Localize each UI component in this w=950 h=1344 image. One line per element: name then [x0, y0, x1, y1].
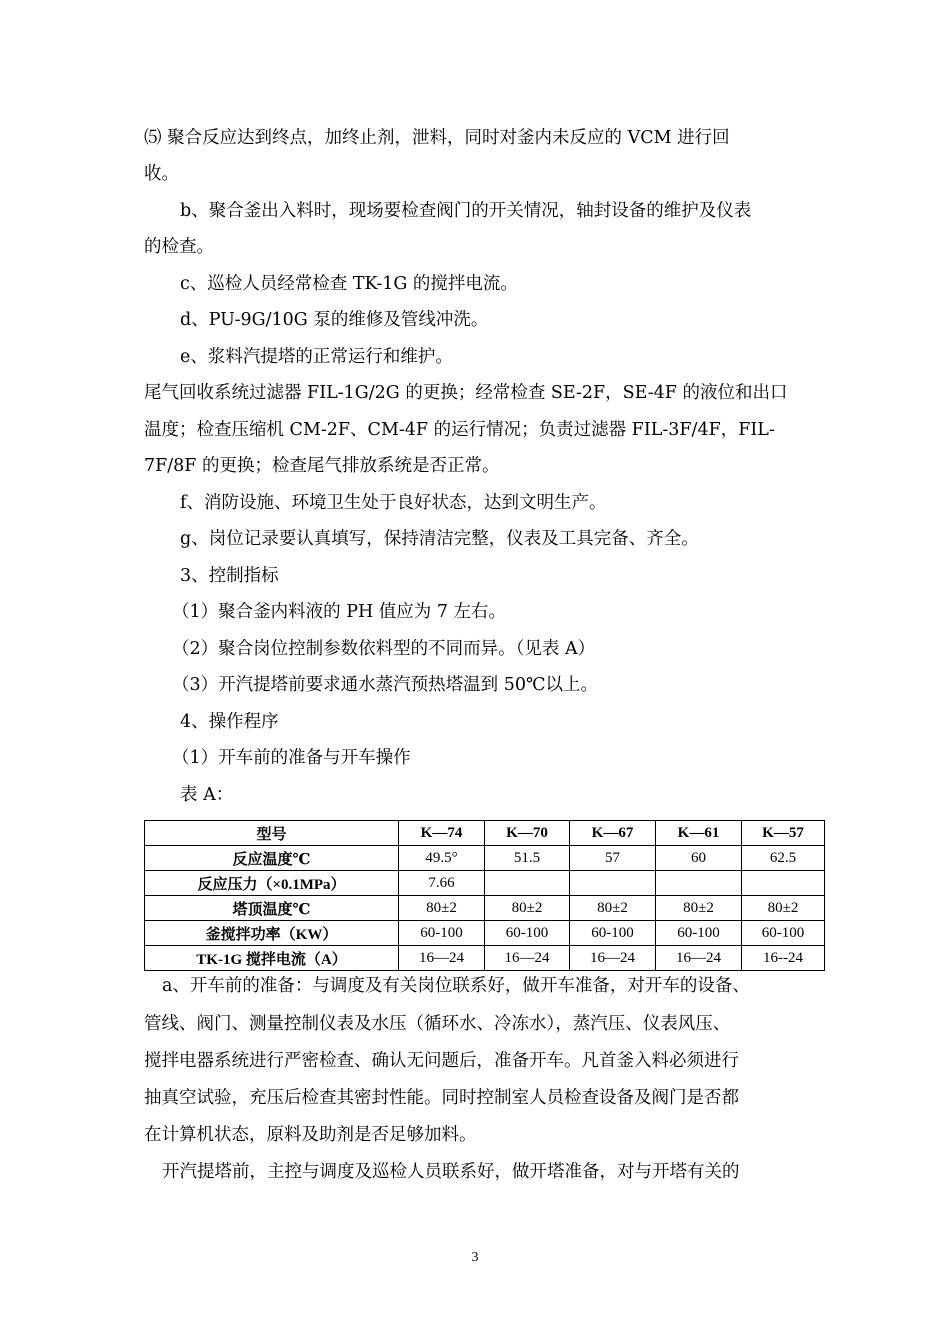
table-cell: 60-100 [570, 921, 656, 946]
table-cell: 80±2 [742, 896, 825, 921]
table-row [145, 846, 825, 871]
table-header-cell: K—57 [742, 821, 825, 846]
paragraph-line: ⑸ 聚合反应达到终点，加终止剂，泄料，同时对釜内未反应的 VCM 进行回 [144, 128, 730, 148]
paragraph-line: （1）开车前的准备与开车操作 [172, 748, 411, 768]
table-row-label: 反应温度℃ [145, 846, 399, 871]
page-number: 3 [471, 1250, 479, 1265]
paragraph-line: e、浆料汽提塔的正常运行和维护。 [180, 347, 453, 367]
paragraph-line: （3）开汽提塔前要求通水蒸汽预热塔温到 50℃以上。 [172, 675, 599, 695]
table-cell: 60-100 [399, 921, 485, 946]
paragraph-line: 搅拌电器系统进行严密检查、确认无问题后，准备开车。凡首釜入料必须进行 [144, 1051, 739, 1071]
paragraph-line: （2）聚合岗位控制参数依料型的不同而异。（见表 A） [172, 639, 596, 659]
paragraph-line: a、开车前的准备：与调度及有关岗位联系好，做开车准备，对开车的设备、 [162, 976, 750, 996]
table-cell: 60 [656, 846, 742, 871]
paragraph-line: d、PU-9G/10G 泵的维修及管线冲洗。 [180, 310, 489, 330]
table-cell: 60-100 [485, 921, 570, 946]
table-header-row [145, 821, 825, 846]
parameter-table [144, 820, 825, 971]
section-heading: 4、操作程序 [180, 712, 279, 732]
table-cell: 80±2 [570, 896, 656, 921]
table-cell: 16—24 [656, 946, 742, 971]
table-cell: 7.66 [399, 871, 485, 896]
table-cell: 16--24 [742, 946, 825, 971]
table-cell: 80±2 [485, 896, 570, 921]
table-row-label: 釜搅拌功率（KW） [145, 921, 399, 946]
table-caption: 表 A： [180, 785, 234, 805]
table-cell [742, 871, 825, 896]
table-cell: 80±2 [399, 896, 485, 921]
paragraph-line: g、岗位记录要认真填写，保持清洁完整，仪表及工具完备、齐全。 [180, 529, 699, 549]
table-row [145, 871, 825, 896]
paragraph-line: c、巡检人员经常检查 TK-1G 的搅拌电流。 [180, 274, 518, 294]
paragraph-line: 收。 [144, 164, 179, 184]
table-cell: 60-100 [656, 921, 742, 946]
paragraph-line: f、消防设施、环境卫生处于良好状态，达到文明生产。 [180, 493, 607, 513]
paragraph-line: 尾气回收系统过滤器 FIL-1G/2G 的更换；经常检查 SE-2F，SE-4F 的液位和出口 [144, 383, 788, 403]
table-cell [656, 871, 742, 896]
table-header-cell: K—61 [656, 821, 742, 846]
paragraph-line: 的检查。 [144, 237, 214, 257]
paragraph-line: 抽真空试验，充压后检查其密封性能。同时控制室人员检查设备及阀门是否都 [144, 1088, 739, 1108]
paragraph-line: 在计算机状态，原料及助剂是否足够加料。 [144, 1125, 477, 1145]
table-header-cell: K—74 [399, 821, 485, 846]
section-heading: 3、控制指标 [180, 566, 279, 586]
table-cell [570, 871, 656, 896]
table-cell: 16—24 [485, 946, 570, 971]
table-header-cell: K—67 [570, 821, 656, 846]
table-cell: 60-100 [742, 921, 825, 946]
table-row [145, 946, 825, 971]
table-header-cell: 型号 [145, 821, 399, 846]
paragraph-line: （1）聚合釜内料液的 PH 值应为 7 左右。 [172, 602, 507, 622]
table-cell [485, 871, 570, 896]
table-row [145, 921, 825, 946]
table-cell: 16—24 [570, 946, 656, 971]
table-cell: 62.5 [742, 846, 825, 871]
table-row-label: 塔顶温度℃ [145, 896, 399, 921]
table-header-cell: K—70 [485, 821, 570, 846]
table-cell: 51.5 [485, 846, 570, 871]
paragraph-line: b、聚合釜出入料时，现场要检查阀门的开关情况，轴封设备的维护及仪表 [180, 201, 752, 221]
table-row-label: 反应压力（×0.1MPa） [145, 871, 399, 896]
table-cell: 57 [570, 846, 656, 871]
table-row [145, 896, 825, 921]
table-row-label: TK-1G 搅拌电流（A） [145, 946, 399, 971]
table-cell: 16—24 [399, 946, 485, 971]
paragraph-line: 温度；检查压缩机 CM-2F、CM-4F 的运行情况；负责过滤器 FIL-3F/4F，FIL- [144, 420, 775, 440]
paragraph-line: 7F/8F 的更换；检查尾气排放系统是否正常。 [144, 456, 500, 476]
table-cell: 80±2 [656, 896, 742, 921]
paragraph-line: 管线、阀门、测量控制仪表及水压（循环水、冷冻水），蒸汽压、仪表风压、 [144, 1014, 731, 1034]
paragraph-line: 开汽提塔前，主控与调度及巡检人员联系好，做开塔准备，对与开塔有关的 [162, 1162, 740, 1182]
table-cell: 49.5° [399, 846, 485, 871]
